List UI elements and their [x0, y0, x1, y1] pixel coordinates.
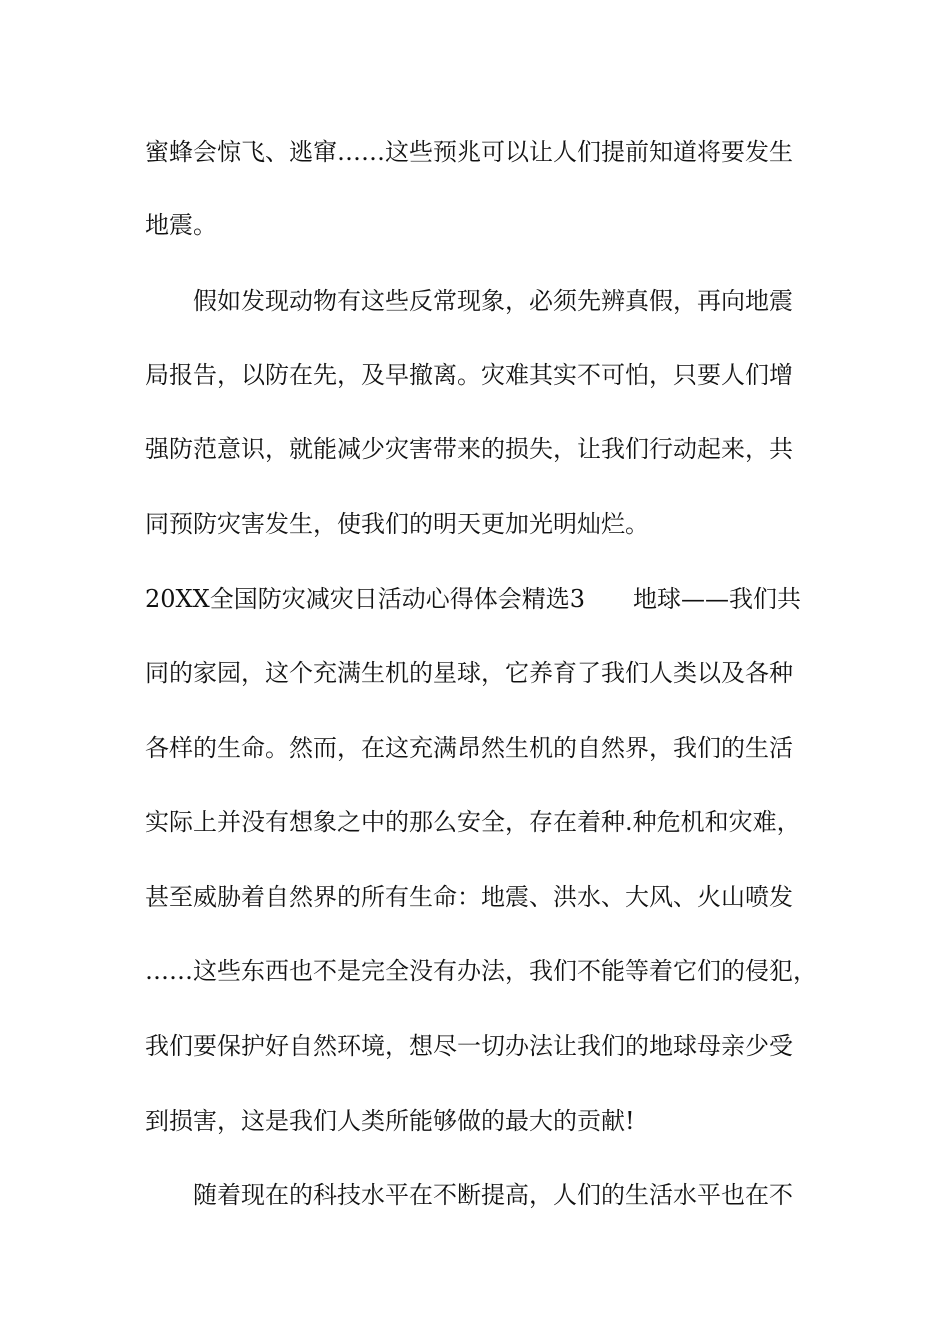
paragraph-start-line-2: 随着现在的科技水平在不断提高，人们的生活水平也在不 — [193, 1181, 793, 1209]
text-line-8: 同的家园，这个充满生机的星球，它养育了我们人类以及各种 — [145, 659, 793, 687]
text-line-2: 地震。 — [145, 211, 217, 239]
text-line-14: 到损害，这是我们人类所能够做的最大的贡献! — [145, 1107, 635, 1135]
text-line-1: 蜜蜂会惊飞、逃窜……这些预兆可以让人们提前知道将要发生 — [145, 138, 793, 166]
text-line-12: ……这些东西也不是完全没有办法，我们不能等着它们的侵犯， — [145, 957, 817, 985]
text-line-10: 实际上并没有想象之中的那么安全，存在着种.种危机和灾难， — [145, 808, 801, 836]
text-line-11: 甚至威胁着自然界的所有生命：地震、洪水、大风、火山喷发 — [145, 883, 793, 911]
text-line-4: 局报告，以防在先，及早撤离。灾难其实不可怕，只要人们增 — [145, 361, 793, 389]
text-line-5: 强防范意识，就能减少灾害带来的损失，让我们行动起来，共 — [145, 435, 793, 463]
text-line-6: 同预防灾害发生，使我们的明天更加光明灿烂。 — [145, 510, 649, 538]
text-line-13: 我们要保护好自然环境，想尽一切办法让我们的地球母亲少受 — [145, 1032, 793, 1060]
text-line-9: 各样的生命。然而，在这充满昂然生机的自然界，我们的生活 — [145, 734, 793, 762]
section-heading-line: 20XX全国防灾减灾日活动心得体会精选3 地球——我们共 — [145, 585, 801, 613]
paragraph-start-line: 假如发现动物有这些反常现象，必须先辨真假，再向地震 — [193, 287, 793, 315]
